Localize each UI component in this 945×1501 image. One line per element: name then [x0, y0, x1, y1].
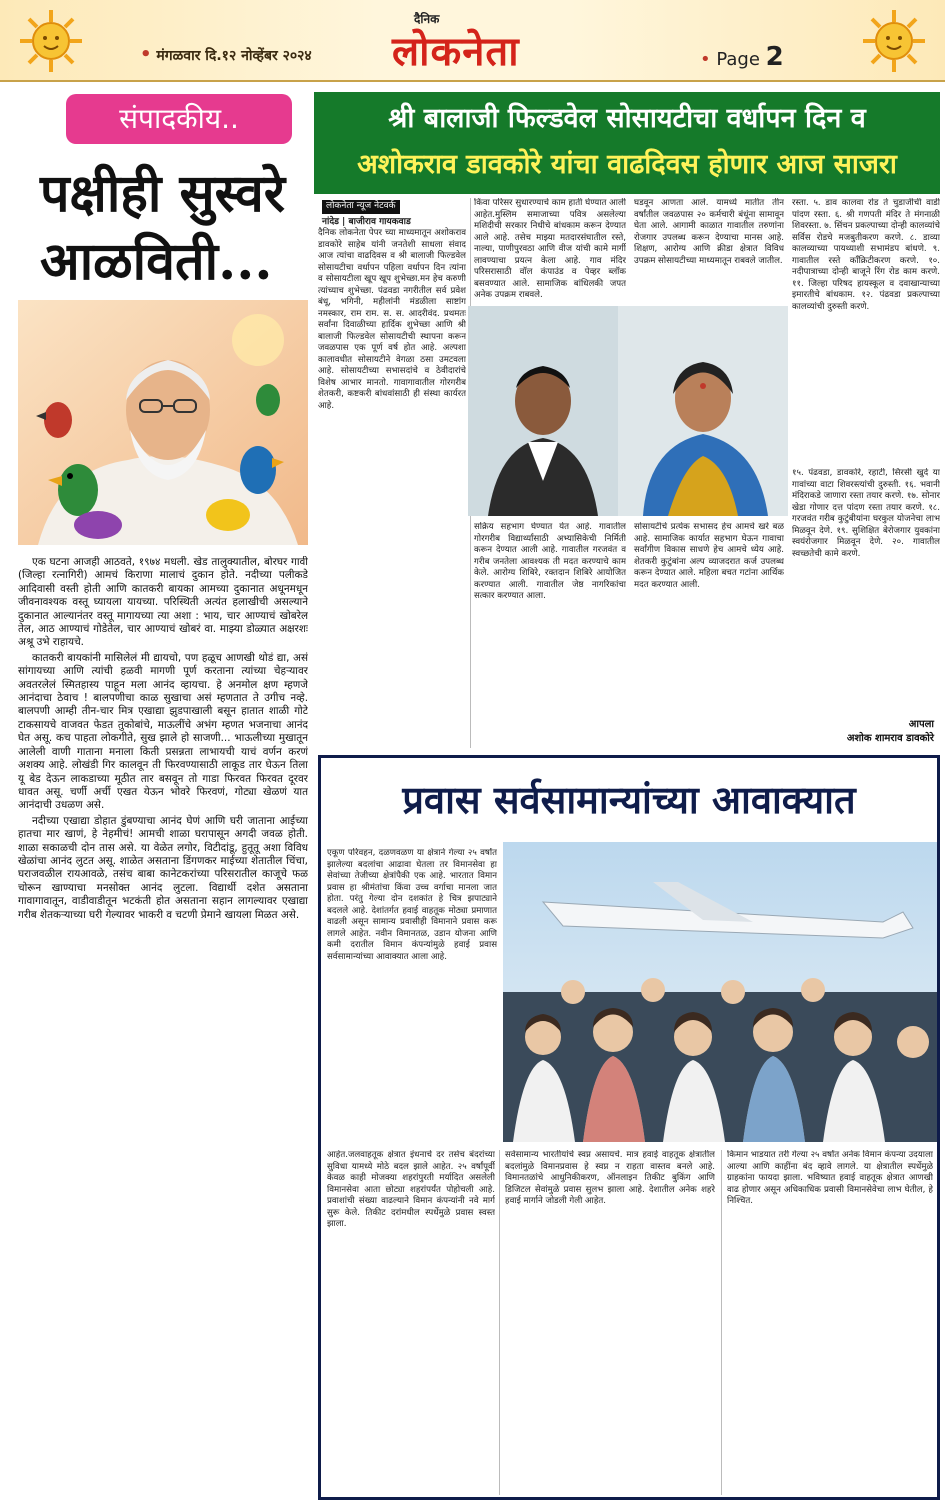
sun-icon: [861, 8, 927, 74]
newspaper-logo: लोकनेता: [392, 28, 520, 75]
article-column: सक्रिय सहभाग घेण्यात येत आहे. गावातील गोरगरीब विद्यार्थ्यांसाठी अभ्यासिकेची निर्मिती करून देण्यात आली आहे. गावातील गरजवंत व गरीब जनतेला आवश्यक ती मदत करण्याचे काम केले. आरोग्य शिबिरे, रक्तदान शिबिरे आयोजित करण्यात आली. गावातील जेष्ठ नागरिकांचा सत्कार करण्यात आला.: [474, 522, 626, 601]
editorial-body: [18, 556, 308, 1496]
paragraph: नदीच्या एखाद्या डोहात डुंबण्याचा आनंद घेणं आणि घरी जाताना आईच्या हातचा मार खाणं, हे नेहमीचं! आमची शाळा घरापासून अगदी जवळ होती. शाळा सकाळची दोन तास असे. या वेळेत लगोर, विटीदांडू, हुतूतू अशा विविध खेळांचा आनंद लुटत असू. शाळेत असताना डिंगणकर माईच्या शेतातील चिंचा, घराजवळील रायआवळे, तसंच बाबा कानेटकरांच्या परिसरातील काजूचे फळ चोरून खाण्याचा मनसोक्त आनंद लुटला. विद्यार्थी दशेत असताना गावागावातून, वाडीवाडीतून भटकंती होत असताना सहान लागल्यावर एखाद्या गरीब शेतकऱ्याच्या घरी गेल्यावर भाकरी व चटणी प्रेमाने खायला मिळत असे.: [18, 814, 308, 921]
article-2: [318, 755, 940, 1500]
article-column: लोकनेता न्यूज नेटवर्क नांदेड | बाजीराव गायकवाड दैनिक लोकनेता पेपर च्या माध्यमातून अशोकराव डावकोरे साहेब यांनी जनतेशी साधला संवाद आज त्यांचा वाढदिवस व श्री बालाजी फिल्डवेल सोसायटीचा वर्धापन पहिला वर्धापन दिन त्यांना व सोसायटीला खूप खूप शुभेच्छा.मन हेच करुणी त्यांच्याच शुभेच्छा. पंढवडा नगरीतील सर्व प्रवेश बंधू, भगिनी, महीलांनी मंडळीला साष्टांग नमस्कार, राम राम. स. स. आदरीवंद. प्रथमतः सर्वांना दिवाळीच्या हार्दिक शुभेच्छा आणि श्री बालाजी फिल्डवेल सोसायटीची स्थापना करून जवळपास एक पूर्ण वर्ष होत आहे. अल्पशा कालावधीत सोसायटीने वेगळा ठसा उमटवला आहे. सोसायटीच्या सभासदांचे व ठेवीदारांचे विशेष आभार मानतो. गावागावातील गोरगरीब शेतकरी, कष्टकरी बांधवांसाठी ही संस्था कार्यरत आहे.: [318, 201, 466, 411]
article-column: सोसायटीचे प्रत्येक सभासद हेच आमचे खरे बळ आहे. सामाजिक कार्यात सहभाग घेऊन गावाचा सर्वांगीण विकास साधणे हेच आमचे ध्येय आहे. शेतकरी कुटुंबांना अल्प व्याजदरात कर्ज उपलब्ध करून देण्यात आले. महिला बचत गटांना आर्थिक मदत करण्यात आली.: [634, 522, 784, 590]
airplane-passengers-illustration: [503, 842, 937, 1142]
article-column: किंवा परिसर सुधारण्याचे काम हाती घेण्यात आली आहेत.मुस्लिम समाजाच्या पवित्र असलेल्या मशिदीची सरकार निधीचे बांधकाम करून देण्यात आले आहे. तसेच माझ्या मतदारसंघातील रस्ते, नाल्या, पाणीपुरवठा आणि वीज यांची कामे मार्गी लावण्याचा प्रयत्न केला आहे. गाव मंदिर परिसरासाठी वॉल कंपाउंड व पेव्हर ब्लॉक बसवण्यात आले. सामाजिक बांधिलकी जपत अनेक उपक्रम राबवले.: [474, 198, 626, 300]
article-2-headline: प्रवास सर्वसामान्यांच्या आवाक्यात: [321, 758, 937, 842]
article-column: रस्ता. ५. डाव कालवा रोड ते चुडाजीची वाडी पांदण रस्ता. ६. श्री गणपती मंदिर ते मंगनाळी शिवरस्ता. ७. सिंचन प्रकल्पाच्या दोन्ही कालव्यांचे सर्विस रोडचे मजबुतीकरण करणे. ८. डाव्या कालव्याच्या पायथ्याशी सभामंडप बांधणे. ९. गावातील रस्ते कॉंक्रिटीकरण करणे. १०. नदीपात्राच्या दोन्ही बाजूने रिंग रोड काम करणे. ११. जिल्हा परिषद हायस्कूल व दवाखान्याच्या इमारतीचे बांधकाम. १२. पंढवडा प्रकल्पाच्या कालव्यांची दुरुस्ती करणे.: [792, 198, 940, 312]
article-1-portrait-photos: [468, 306, 788, 516]
logo-prefix: दैनिक: [414, 12, 440, 26]
masthead: [0, 0, 945, 82]
article-column: सर्वसामान्य भारतीयांचे स्वप्न असायचे. मात्र हवाई वाहतूक क्षेत्रातील बदलांमुळे विमानप्रवास हे स्वप्न न राहता वास्तव बनले आहे. विमानतळांचे आधुनिकीकरण, ऑनलाइन तिकीट बुकिंग आणि डिजिटल सेवांमुळे प्रवास सुलभ झाला आहे. देशातील अनेक शहरे हवाई मार्गाने जोडली गेली आहेत.: [505, 1150, 715, 1206]
signoff: आपला अशोक शामराव डावकोरे: [846, 719, 934, 744]
paragraph: कातकरी बायकांनी मासिलेलं मी द्यायचो, पण हळूच आणखी थोडं द्या, असं सांगायच्या आणि त्यांची हळवी मागणी पूर्ण करताना त्यांच्या चेहऱ्यावर अवतरलेलं स्मितहास्य पाहून मला आनंद व्हायचा. हे अनमोल क्षण म्हणजे आनंदाचा ठेवाच ! बालपणीचा काळ सुखाचा असं म्हणतात ते उगीच नव्हे. बालपणी आम्ही तीन-चार मित्र एखाद्या झुडपाखाली बसून हातात शाळी गोटे टाकसायचे वाजवत फेडत तुकोबांचे, माऊलींचे अभंग म्हणत भजनाचा आनंद घेत असू. कच पाहता लोकगीते, सुख झाले हो साजणी... भाऊलीच्या मुखातून आलेली वाणी गाताना मनाला किती प्रसन्नता लाभायची याचं वर्णन करणं अशक्य आहे. लोखंडी गिर कालवून ती फिरवण्यासाठी लाकूड तार घेऊन तिला यू बेड देऊन लाकडाच्या मूठीत तार बसवून तो गाडा फिरवत फिरवत दूरवर धावत असू. चर्णी अर्ची एखत येऊन भोवरे फिरवणं, गोट्या खेळणं यात आनंदाची उधळण असे.: [18, 651, 308, 812]
byline-name: नांदेड | बाजीराव गायकवाड: [322, 216, 411, 227]
article-1-body: [318, 198, 940, 750]
article-column: १५. पंढवडा, डावकोरे, रहाटी, सिरसी खुर्द या गावांच्या वाटा शिवरस्त्यांची दुरुस्ती. १६. भवानी मंदिराकडे जाणारा रस्ता तयार करणे. १७. सोनार खेडा गोणार दत्त पांदण रस्ता तयार करणे. १८. गरजवंत गरीब कुटुंबीयांना घरकुल योजनेचा लाभ मिळवून देणे. १९. सुशिक्षित बेरोजगार युवकांना स्वयंरोजगार मिळवून देणे. २०. गावातील स्वच्छतेची कामे करणे.: [792, 468, 940, 559]
page-number: • Page 2: [700, 42, 784, 72]
article-1-headline: श्री बालाजी फिल्डवेल सोसायटीचा वर्धापन दिन व अशोकराव डावकोरे यांचा वाढदिवस होणार आज साजरा: [314, 92, 940, 194]
byline-tag: लोकनेता न्यूज नेटवर्क: [322, 200, 400, 214]
editorial-section-label: संपादकीय..: [66, 94, 292, 144]
sun-icon: [18, 8, 84, 74]
editorial-illustration-old-man-with-birds: [18, 300, 308, 545]
article-column: एकूण परिवहन, दळणवळण या क्षेत्राने गेल्या २५ वर्षांत झालेल्या बदलांचा आढावा घेतला तर विमानसेवा हा सेवांच्या तेजीच्या क्षेत्रांपैकी एक आहे. भारतात विमान प्रवास हा श्रीमंतांचा किंवा उच्च वर्गाचा मानला जात होता. परंतु गेल्या दोन दशकांत हे चित्र झपाट्याने बदलले आहे. देशांतर्गत हवाई वाहतूक मोठ्या प्रमाणात वाढली असून सामान्य प्रवासीही विमानाने प्रवास करू लागले आहेत. नवीन विमानतळ, उडान योजना आणि कमी दरातील विमान कंपन्यांमुळे हवाई प्रवास सर्वसामान्यांच्या आवाक्यात आला आहे.: [327, 848, 497, 962]
article-column: घडवून आणता आले. यामध्ये मातीत तीन वर्षांतील जवळपास २० कर्मचारी बंधूंना सामावून घेता आले. आगामी काळात गावातील तरुणांना रोजगार उपलब्ध करून देण्याचा मानस आहे. शिक्षण, आरोग्य आणि क्रीडा क्षेत्रात विविध उपक्रम सोसायटीच्या माध्यमातून राबवले जातील.: [634, 198, 784, 266]
paragraph: एक घटना आजही आठवते, १९७४ मधली. खेड तालुक्यातील, बोरघर गावी (जिल्हा रत्नागिरी) आमचं किराणा मालाचं दुकान होते. नदीच्या पलीकडे आदिवासी वस्ती होती आणि कातकरी बायका आमच्या दुकानात अधूनमधून जीवनावश्यक वस्तू घ्यायला यायच्या. परिस्थिती अत्यंत हलाखीची असल्याने दुकानात आल्यानंतर वस्तू मागायच्या त्या अशा : भाय, चार आण्याचं खोबरेल तेल, आठ आण्याचं गोडेतेल, चार आण्याचं खोबरं वा. माझ्या डोळ्यात अक्षरशः अश्रू उभे राहायचे.: [18, 556, 308, 649]
article-column: आहेत.जलवाहतूक क्षेत्रात इंधनाचे दर तसेच बंदरांच्या सुविधा यामध्ये मोठे बदल झाले आहेत. २५ वर्षांपूर्वी केवळ काही मोजक्या शहरांपुरती मर्यादित असलेली विमानसेवा आता छोट्या शहरांपर्यंत पोहोचली आहे. प्रवाशांची संख्या वाढल्याने विमान कंपन्यांनी नवे मार्ग सुरू केले. तिकीट दरांमधील स्पर्धेमुळे प्रवास स्वस्त झाला.: [327, 1150, 495, 1229]
article-column: किमान भाडयात तरी गेल्या २५ वर्षांत अनेक विमान कंपन्या उदयाला आल्या आणि काहींना बंद व्हावे लागले. या क्षेत्रातील स्पर्धेमुळे ग्राहकांना फायदा झाला. भविष्यात हवाई वाहतूक क्षेत्रात आणखी वाढ होणार असून अधिकाधिक प्रवासी विमानसेवेचा लाभ घेतील, हे निश्चित.: [727, 1150, 933, 1206]
editorial-headline: पक्षीही सुस्वरे आळविती...: [40, 163, 286, 292]
issue-date: • मंगळवार दि.१२ नोव्हेंबर २०२४: [140, 44, 312, 65]
